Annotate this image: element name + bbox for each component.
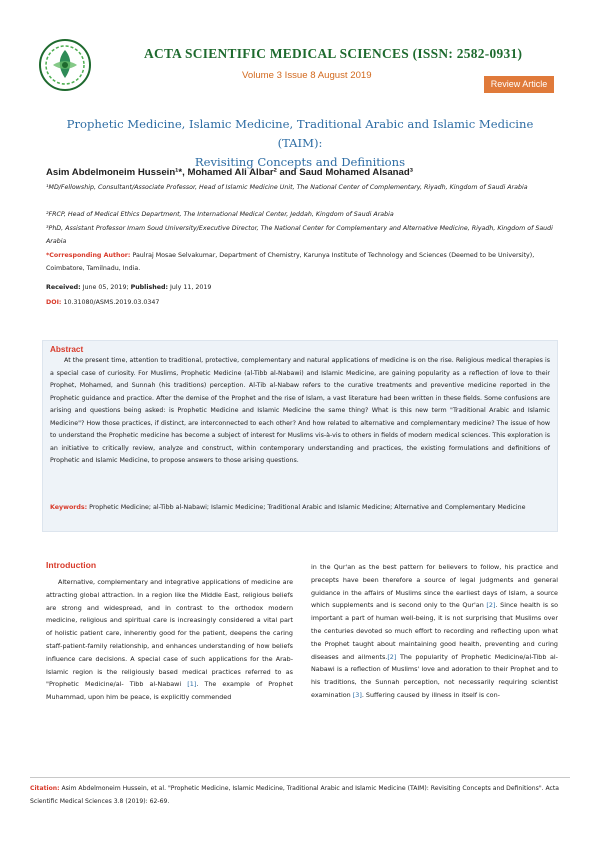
doi-value[interactable]: 10.31080/ASMS.2019.03.0347	[61, 299, 160, 306]
corresponding-text: Paulraj Mosae Selvakumar, Department of Chemistry, Karunya Institute of Technology and Sciences (Deemed to be University), Coimbatore, Tamilnadu, India.	[46, 252, 535, 272]
article-title	[60, 115, 540, 172]
intro-left-text-b: . The example of Prophet Muhammad, upon him be peace, is explicitly commended	[46, 680, 293, 702]
published-label: Published:	[130, 284, 169, 291]
journal-issue: Volume 3 Issue 8 August 2019	[242, 70, 372, 81]
intro-right-text-b: . Since health is so important a part of human well-being, it is not surprising that Muslims over the centuries devoted so much effort to recording and reflecting upon what the Prophet taught about maintaining good health, preventing and curing diseases and ailments.	[311, 601, 558, 661]
affiliation-3: ³PhD, Assistant Professor Imam Soud University/Executive Director, The National Center for Complementary and Alternative Medicine, Riyadh, Kingdom of Saudi Arabia	[46, 225, 553, 245]
intro-column-left	[46, 576, 293, 704]
reference-link[interactable]: [3]	[352, 690, 362, 699]
reference-link[interactable]: [1]	[187, 680, 197, 689]
corresponding-label: *Corresponding Author:	[46, 252, 131, 259]
intro-left-text-a: Alternative, complementary and integrative applications of medicine are attracting global attraction. In a region like the Middle East, religious beliefs are strong and widespread, and in contrast to the orthodox modern medicine, religious and spiritual care is increasingly considered a vital part of holistic patient care, inherently good for the patient, deepens the caring staff-patient-family relationship, and enhances understanding of how beliefs influence care decisions. A special case of such applications for the Arab-Islamic region is the religiously based medical practices referred to as "Prophetic Medicine/al- Tibb al-Nabawi	[46, 578, 293, 689]
author-list: Asim Abdelmoneim Hussein¹*, Mohamed Ali Albar² and Saud Mohamed Alsanad³	[46, 167, 413, 178]
received-date: June 05, 2019;	[80, 284, 131, 291]
doi-label: DOI:	[46, 299, 62, 306]
article-type-badge: Review Article	[484, 76, 554, 93]
dates	[46, 282, 558, 295]
intro-right-text-a: in the Qur'an as the best pattern for believers to follow, his practice and precepts have been therefore a source of legal judgments and general guidance in the affairs of Muslims since the earliest days of Islam, a source which supplements and is second only to the Qur'an	[311, 563, 558, 610]
keywords	[50, 502, 550, 515]
citation-text: Asim Abdelmoneim Hussein, et al. "Prophetic Medicine, Islamic Medicine, Traditional Arabic and Islamic Medicine (TAIM): Revisiting Concepts and Definitions". Acta Scientific Medical Sciences 3.8 (2019): 62-69.	[30, 785, 560, 805]
affiliation-1: ¹MD/Fellowship, Consultant/Associate Professor, Head of Islamic Medicine Unit, The National Center of Complementary, Riyadh, Kingdom of Saudi Arabia	[46, 184, 528, 191]
abstract-heading: Abstract	[50, 345, 84, 354]
intro-right-text-d: . Suffering caused by illness in itself is con-	[361, 690, 500, 699]
citation	[30, 782, 570, 808]
reference-link[interactable]: [2]	[387, 652, 397, 661]
intro-column-right	[311, 561, 558, 702]
affiliation-2: ²FRCP, Head of Medical Ethics Department, The International Medical Center, Jeddah, Kingdom of Saudi Arabia	[46, 211, 394, 218]
citation-label: Citation:	[30, 785, 60, 792]
introduction-heading: Introduction	[46, 560, 97, 570]
received-label: Received:	[46, 284, 81, 291]
journal-title: ACTA SCIENTIFIC MEDICAL SCIENCES (ISSN: 2582-0931)	[144, 46, 523, 61]
keywords-label: Keywords:	[50, 504, 88, 511]
keywords-text: Prophetic Medicine; al-Tibb al-Nabawi; Islamic Medicine; Traditional Arabic and Islamic Medicine; Alternative and Complementary Medicine	[87, 504, 526, 511]
article-title-line1: Prophetic Medicine, Islamic Medicine, Traditional Arabic and Islamic Medicine (TAIM):	[66, 117, 534, 150]
footer-divider	[30, 777, 570, 778]
corresponding-author	[46, 250, 558, 275]
journal-logo-icon	[38, 38, 92, 92]
reference-link[interactable]: [2]	[486, 601, 496, 610]
abstract-text: At the present time, attention to traditional, protective, complementary and natural applications of medicine is on the rise. Religious medical therapies is a special case of curiosity. For Muslims, Prophetic Medicine (al-Tibb al-Nabawi) and Islamic Medicine, are gaining popularity as a reflection of love to their Prophet, Mohamed, and Sunnah (his traditions) perception. Al-Tib al-Nabaw refers to the curative treatments and preventive medicine reported in the Prophetic guidance and practice. After the demise of the Prophet and the rise of Islam, a vast literature had been written in these fields. Some confusions are arising and questions being asked: is Prophetic Medicine and Islamic Medicine the same thing? What is this new term "Traditional Arabic and Islamic Medicine"? How those practices, if distinct, are interconnected to each other? And how related to alternative and complementary medicine? The issue of how to understand the Prophetic medicine has become a subject of interest for Muslims vis-à-vis to others in fields of modern medical sciences. This exploration is an initiative to critically review, analyze and construct, within contemporary understanding and practices, the existing formulations and definitions of Prophetic and Islamic Medicine, to propose answers to those arising questions.	[50, 357, 550, 464]
doi	[46, 297, 558, 310]
intro-right-text-c: The popularity of Prophetic Medicine/al-Tibb al-Nabawi is a reflection of Muslims' love and adoration to their Prophet and to his traditions, the Sunnah perception, not necessarily requiring scientist examination	[311, 652, 558, 699]
article-title-line2: Revisiting Concepts and Definitions	[194, 155, 406, 169]
published-date: July 11, 2019	[168, 284, 212, 291]
